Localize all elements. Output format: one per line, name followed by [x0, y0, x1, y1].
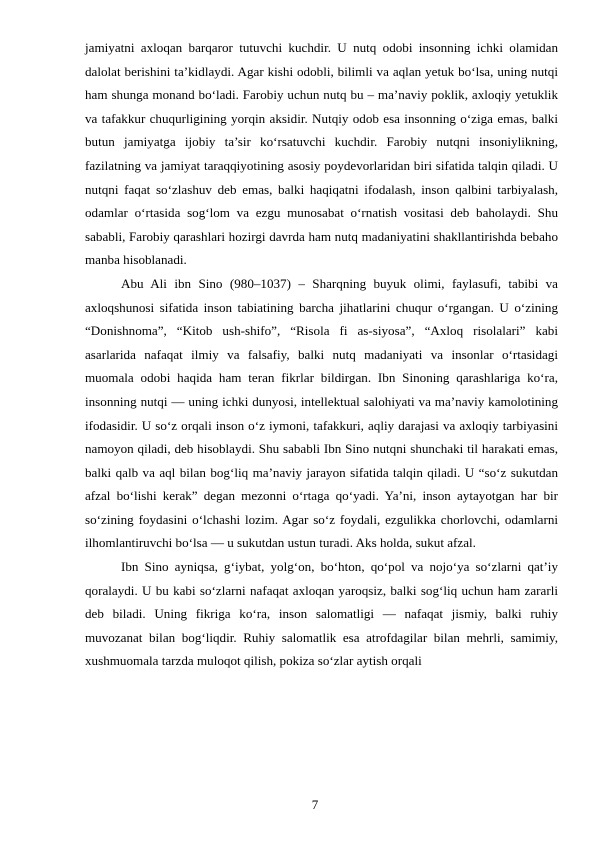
paragraph-3: Ibn Sino ayniqsa, g‘iybat, yolg‘on, bo‘hton, qo‘pol va nojo‘ya so‘zlarni qat’iy qoralaydi. U bu kabi so‘zlarni nafaqat axloqan yaroqsiz, balki sog‘liq uchun ham zararli deb biladi. Uning fikriga ko‘ra, inson salomatligi — nafaqat jismiy, balki ruhiy muvozanat bilan bog‘liqdir. Ruhiy salomatlik esa atrofdagilar bilan mehrli, samimiy, xushmuomala tarzda muloqot qilish, pokiza so‘zlar aytish orqali: [85, 559, 558, 669]
page-number: 7: [311, 797, 319, 812]
paragraph-2: Abu Ali ibn Sino (980–1037) – Sharqning buyuk olimi, faylasufi, tabibi va axloqshunosi sifatida inson tabiatining barcha jihatlarini chuqur o‘rgangan. U o‘zining “Donishnoma”, “Kitob ush-shifo”, “Risola fi as-siyosa”, “Axloq risolalari” kabi asarlarida nafaqat ilmiy va falsafiy, balki nutq madaniyati va insonlar o‘rtasidagi muomala odobi haqida ham teran fikrlar bildirgan. Ibn Sinoning qarashlariga ko‘ra, insonning nutqi — uning ichki dunyosi, intellektual salohiyati va ma’naviy kamolotining ifodasidir. U so‘z orqali inson o‘z iymoni, tafakkuri, aqliy darajasi va axloqiy tarbiyasini namoyon qiladi, deb hisoblaydi. Shu sababli Ibn Sino nutqni shunchaki til harakati emas, balki qalb va aql bilan bog‘liq ma’naviy jarayon sifatida talqin qiladi. U “so‘z sukutdan afzal bo‘lishi kerak” degan mezonni o‘rtaga qo‘yadi. Ya’ni, inson aytayotgan har bir so‘zining foydasini o‘lchashi lozim. Agar so‘z foydali, ezgulikka chorlovchi, odamlarni ilhomlantiruvchi bo‘lsa — u sukutdan ustun turadi. Aks holda, sukut afzal.: [85, 275, 558, 551]
paragraph-1: jamiyatni axloqan barqaror tutuvchi kuchdir. U nutq odobi insonning ichki olamidan dalolat berishini ta’kidlaydi. Agar kishi odobli, bilimli va aqlan yetuk bo‘lsa, uning nutqi ham shunga monand bo‘ladi. Farobiy uchun nutq bu – ma’naviy poklik, axloqiy yetuklik va tafakkur chuqurligining yorqin aksidir. Nutqiy odob esa insonning o‘ziga emas, balki butun jamiyatga ijobiy ta’sir ko‘rsatuvchi kuchdir. Farobiy nutqni insoniylikning, fazilatning va jamiyat taraqqiyotining asosiy poydevorlaridan biri sifatida talqin qiladi. U nutqni faqat so‘zlashuv deb emas, balki haqiqatni ifodalash, inson qalbini tarbiyalash, odamlar o‘rtasida sog‘lom va ezgu munosabat o‘rnatish vositasi deb baholaydi. Shu sababli, Farobiy qarashlari hozirgi davrda ham nutq madaniyatini shakllantirishda bebaho manba hisoblanadi.: [85, 40, 558, 268]
body-text: [85, 36, 558, 673]
